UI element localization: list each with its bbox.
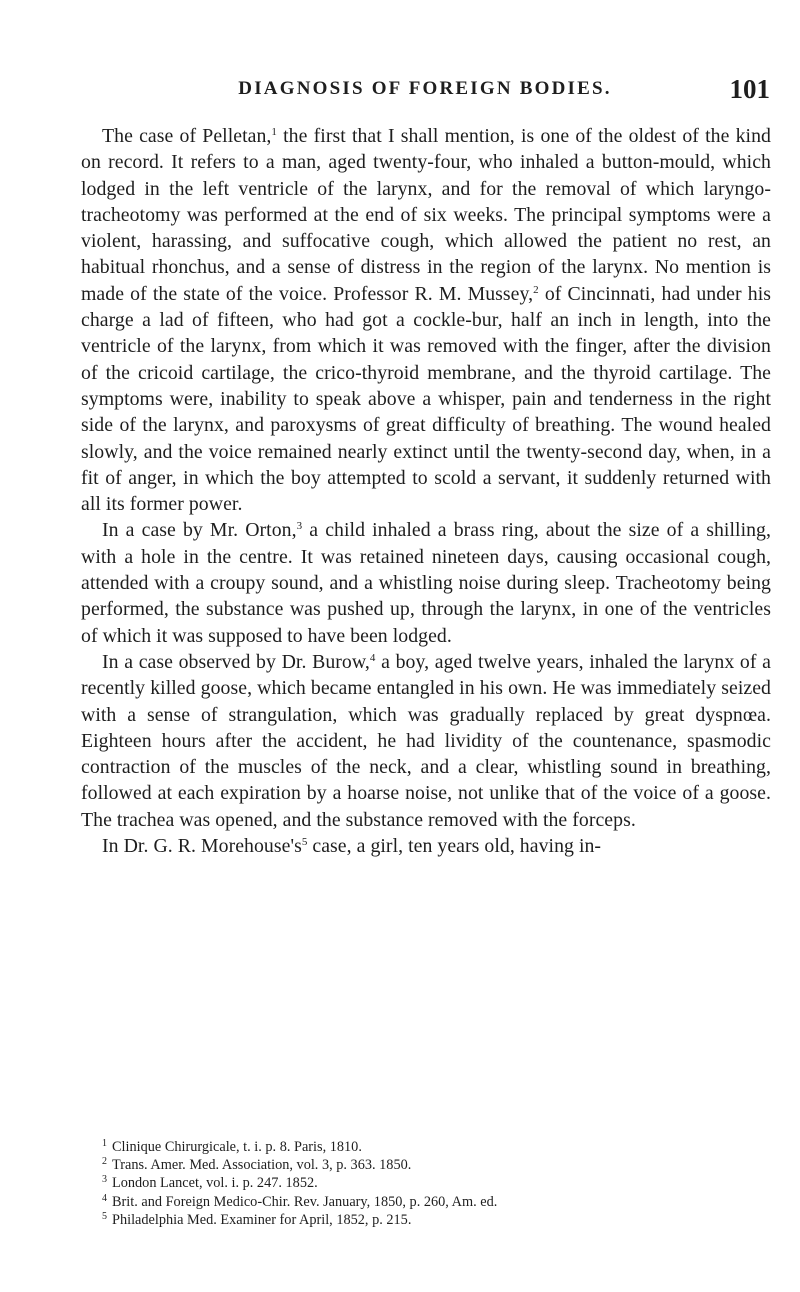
paragraph-text: In a case observed by Dr. Burow, <box>102 650 370 673</box>
footnote-marker: 1 <box>271 126 277 138</box>
footnote <box>102 1211 772 1229</box>
footnote <box>102 1193 772 1211</box>
body-text <box>81 123 771 859</box>
running-header <box>80 74 770 118</box>
footnote-text: Philadelphia Med. Examiner for April, 1852, p. 215. <box>112 1211 412 1228</box>
footnote-text: Clinique Chirurgicale, t. i. p. 8. Paris, 1810. <box>112 1139 362 1155</box>
footnote <box>102 1174 772 1192</box>
footnote-marker: 5 <box>301 836 308 849</box>
paragraph-text: of Cincinnati, had under his charge a lad of fifteen, who had got a cockle-bur, half an inch in length, into the ventricle of the larynx, from which it was removed with the finger, after the division of the cricoid cartilage, the crico-thyroid membrane, and the thyroid cartilage. The symptoms were, inability to speak above a whisper, pain and tenderness in the right side of the larynx, and paroxysms of great difficulty of breathing. The wound healed slowly, and the voice remained nearly extinct until the twenty-second day, when, in a fit of anger, in which the boy attempted to scold a servant, it suddenly returned with all its former power. <box>81 282 771 516</box>
paragraph <box>81 833 771 859</box>
footnote-marker: 2 <box>533 283 539 296</box>
paragraph-text: the first that I shall mention, is one of the oldest of the kind on record. It refers to a man, aged twenty-four, who inhaled a button-mould, which lodged in the left ventricle of the larynx, and for the removal of which laryngo-tracheotomy was performed at the end of six weeks. The principal symptoms were a violent, harassing, and suffocative cough, which allowed the patient no rest, an habitual rhonchus, and a sense of distress in the region of the larynx. No mention is made of the state of the voice. Professor R. M. Mussey, <box>81 125 771 305</box>
footnote-marker: 3 <box>296 520 303 533</box>
paragraph-text: The case of Pelletan, <box>102 125 272 147</box>
paragraph <box>81 123 771 517</box>
footnote-number: 1 <box>102 1138 107 1149</box>
footnote-number: 4 <box>102 1192 107 1204</box>
page-number: 101 <box>729 74 770 104</box>
paragraph <box>81 517 771 648</box>
paragraph-text: case, a girl, ten years old, having in- <box>307 835 602 858</box>
footnote <box>102 1138 772 1156</box>
footnote-number: 3 <box>102 1174 107 1186</box>
paragraph-text: In Dr. G. R. Morehouse's <box>102 835 302 858</box>
paragraph <box>81 649 771 833</box>
footnote-marker: 4 <box>369 651 376 664</box>
footnote-number: 5 <box>102 1210 107 1222</box>
running-title: DIAGNOSIS OF FOREIGN BODIES. <box>238 78 612 99</box>
footnote-text: Brit. and Foreign Medico-Chir. Rev. January, 1850, p. 260, Am. ed. <box>112 1193 498 1210</box>
footnote <box>102 1156 772 1174</box>
footnote-number: 2 <box>102 1156 107 1168</box>
footnotes <box>102 1138 772 1229</box>
paragraph-text: a boy, aged twelve years, inhaled the larynx of a recently killed goose, which became entangled in his own. He was immediately seized with a sense of strangulation, which was gradually replaced by great dyspnœa. Eighteen hours after the accident, he had lividity of the countenance, spasmodic contraction of the muscles of the neck, and a clear, whistling sound in breathing, followed at each expiration by a hoarse noise, not unlike that of the voice of a goose. The trachea was opened, and the substance removed with the forceps. <box>81 650 771 831</box>
footnote-text: London Lancet, vol. i. p. 247. 1852. <box>112 1175 318 1192</box>
paragraph-text: In a case by Mr. Orton, <box>102 519 297 542</box>
paragraph-text: a child inhaled a brass ring, about the size of a shilling, with a hole in the centre. It was retained nineteen days, causing occasional cough, attended with a croupy sound, and a whistling noise during sleep. Tracheotomy being performed, the substance was pushed up, through the larynx, in one of the ventricles of which it was supposed to have been lodged. <box>81 519 771 647</box>
footnote-text: Trans. Amer. Med. Association, vol. 3, p. 363. 1850. <box>112 1157 412 1174</box>
